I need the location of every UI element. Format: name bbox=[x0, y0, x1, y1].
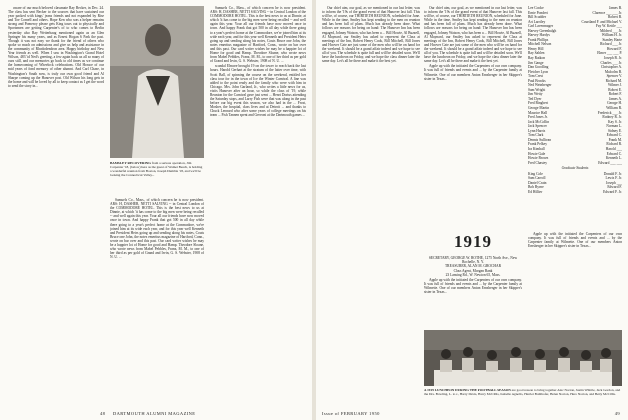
roster-name: Maurice Hall bbox=[528, 110, 548, 115]
left-column-2-text: Samuels Co., Mass., of which concern he is now president. ARS: H, DASHER, NETTI SALVING -- in Central London of the COMMODORE HOTEL. This is the best news to us at Dinnie, at which 'it has come to the big men were being recalled -- and well again this year. Your all our friends have now moved once in town. And happy Frank that got 500 in all day while there going to a year's perfect home at the Commodore, we're joined him at its wide each year, and for this year well Kenneth and President Heirs going up and sending along his notes, Couts Bruce one John, the notes emeritus magazine of Hartford, Conn., wrote on bar over and this past. Our card writer wishes he may be a happier lot of Home for good and Hamp. Theodore Sloane, who wrote news from Mabel Pebbles, Franz, M. M., to one of her third as per gold of Grand and Irvin, G. S. Webster, 1908 of N. U. ... bbox=[110, 198, 204, 260]
roster-name: Bob Byrne bbox=[528, 185, 544, 190]
issue-line: Issue of FEBRUARY 1950 bbox=[322, 411, 380, 416]
roster-name: Howie Brown bbox=[528, 156, 549, 161]
portrait-caption bbox=[110, 161, 204, 177]
portrait-photo-image bbox=[110, 6, 204, 158]
left-column-1-text: aware of our much beloved classmate Ray Becker, in Dec. 24. The class has sent Becker to the sources that have sustained our year packed with kings' jeans friends and not expanded by Rise and Toe Cornell and others. Hope Ken who was a helper remains strong and Pomeroy please gets King tours out to physically and Sportsmen are getting Carpenter's of to who comes to Berlin yesterday also Ray Wetterhaug mentioned again as an Glen Springer his many years, and as Ernest Hogan 6 Park the past. Though it was not easy we thank for the friend of others who spoke so much on admissions and give us help and assistance in the community of Rhododendron area. Happy birthday and New Year friends as well. When I saw in Washington's Grand Hotel Wilson, 483 'id Ned's greeting, a few again back us all so many of ours still, and our memories go back to old times as we continue the homecoming of Wheelock celebrations. Old Horace of our mid years of fond memory of other alumni. And Carl Chase, in Washington's South now, is truly our own good friend and Al Sharpe coming up the Hanover post. Old Wilson his long gets in the home and will be loved by all to keep contact as I get the word to send the story in... bbox=[8, 6, 104, 88]
right-folio bbox=[322, 411, 380, 416]
roster-given-name: James B. bbox=[609, 6, 622, 10]
left-folio bbox=[100, 411, 195, 416]
left-column-3-text-a: Samuels Co., Mass., of which concern he is now president. ARS: H, DASHER, NETTI SALVING -- in Central London of the COMMODORE HOTEL. This is the best news to us at Dinnie, at which 'it has come to the big men were being recalled -- and well again this year. Your all our friends have now moved once in town. And happy Frank that got 500 in all day while there going to a year's perfect home at the Commodore, we're joined him at its wide each year, and for this year well Kenneth and President Heirs going up and sending along his notes, Couts Bruce one John, the notes emeritus magazine of Hartford, Conn., wrote on bar over and this past. Our card writer wishes he may be a happier lot of Home for good and Hamp. Theodore Sloane, who wrote news from Mabel Pebbles, Franz, M. M., to one of her third as per gold of Grand and Irvin, G. S. Webster, 1908 of N. U. ... bbox=[210, 6, 306, 64]
luncheon-photo-image bbox=[424, 330, 622, 386]
right-page-number: 49 bbox=[614, 411, 620, 416]
right-column-2-text-a: Our chief aim, our goal, as we mentioned in our last letter, was to inform the '19s of the grand event of that Hanover last fall. This will be, of course, our THIRTIETH REUNION, scheduled for June. While in the time, Smiley has kept sending to the men on reunion and has been full of plans. Much has already been done. What follows are reasons for being on hand: The Hanover Inn has been engaged, Johnny Watson, who has been a ... Bill Howie, Al Buzzell, Al Maynard, our Smiley has asked to represent the Class at meetings of the Inn, Robert Henry Cook, Bill Mitchell, Bill Jones and Hoover Cate are just some of the men who will be on hand for the weekend. It should be a grand affair indeed and we hope to see all of you. The schedule is quite full and will be detailed soon. We'll have the luncheon on Friday, and we hope the class dinner later the same day. Let's all be there and make it the best yet. bbox=[424, 6, 522, 64]
class-year: 1919 bbox=[454, 232, 492, 251]
roster-name: Jim Wetty bbox=[528, 92, 543, 97]
roster-given-name: Edward C. bbox=[606, 133, 622, 138]
roster-given-name: Donald F. Jr. bbox=[603, 171, 622, 176]
roster-given-name: Harold ___ bbox=[605, 146, 622, 151]
roster-name: Lynn Harris bbox=[528, 128, 546, 133]
portrait-photo bbox=[110, 6, 204, 158]
right-column-3-lower-text: Apple up with the initiated the Carpenters of our own company. It was full of friends and events and ... by the Carpenter family at Wilmette. One of our members Anton Ernsberger in her Skipper's sister in Texas... bbox=[528, 232, 622, 249]
roster-name: Ted Dyer bbox=[528, 96, 542, 101]
roster-given-name: Courtland F. and Michael V. bbox=[581, 19, 622, 24]
roster-name: Fred Jones Jr. bbox=[528, 115, 548, 120]
roster-name: Sam Wright bbox=[528, 87, 546, 92]
roster-name: George Martin bbox=[528, 106, 550, 111]
roster-row bbox=[528, 161, 622, 166]
right-column-2-text-b: Apple up with the initiated the Carpenters of our own company. It was full of friends and events and ... by the Carpenter family at Wilmette. One of our members Anton Ernsberger in her Skipper's sister in Texas... bbox=[424, 64, 522, 81]
right-column-3-lower bbox=[528, 232, 622, 326]
portrait-caption-text: from a serious operation, Jim Carpenter '18, (below) here as the guest of Wamet Beach, is holding a wonderful reunion from Boston, Joseph Dumble '18, and we'll be looking the Connecticut Valley... bbox=[110, 161, 203, 177]
right-page bbox=[316, 0, 628, 420]
roster-name: Tom Clark bbox=[528, 133, 544, 138]
right-column-2 bbox=[424, 6, 522, 228]
class-year-heading bbox=[424, 232, 522, 252]
left-column-1 bbox=[8, 6, 104, 398]
roster-given-name: Robert B. bbox=[608, 15, 622, 20]
secretary-line: SECRETARY, GEORGE W. ROTHE, 1275 North Ave., New Rochelle, N. Y. bbox=[428, 256, 518, 265]
roster-given-name: Kay S. Jr. bbox=[608, 119, 622, 124]
left-page bbox=[0, 0, 312, 420]
roster-name: Ned Weinberger bbox=[528, 83, 552, 88]
roster-given-name: George H. bbox=[607, 101, 622, 106]
roster-given-name: Lewis F. Jr. bbox=[605, 176, 622, 181]
roster-name: Fred Chastey bbox=[528, 160, 548, 165]
roster-given-name: Malcolm B. bbox=[604, 69, 622, 74]
roster-name: Ray Sahlen bbox=[528, 51, 545, 56]
luncheon-photo bbox=[424, 330, 622, 386]
roster-given-name: Stanley Harte bbox=[602, 37, 622, 42]
roster-given-name: James A. bbox=[609, 96, 622, 101]
roster-given-name: William R. bbox=[606, 106, 622, 111]
roster-given-name: Frank M. bbox=[608, 137, 622, 142]
roster-name: Paul Brooks bbox=[528, 78, 546, 83]
roster-name: Ira Kimball bbox=[528, 146, 545, 151]
roster-name: Frank Pelkey bbox=[528, 142, 548, 147]
roster-name: Ed Hillier bbox=[528, 189, 543, 194]
roster-given-name: Robert E. bbox=[608, 87, 622, 92]
roster-given-name: Richard R. bbox=[606, 142, 622, 147]
roster-name: Harvey Greenhalgh bbox=[528, 28, 557, 33]
roster-name: Howie Gale bbox=[528, 151, 546, 156]
roster-given-name: Kenneth L. bbox=[605, 156, 622, 161]
treasurer-line: TREASURER, ALAN M. GROCHAR bbox=[444, 264, 501, 269]
roster-given-name: Charles ___ Jr. bbox=[600, 60, 622, 65]
roster-subheading: Graduate Students bbox=[561, 166, 589, 171]
agent-line: 23 Lansing Rd., W. Newton 65, Mass. bbox=[445, 272, 501, 277]
roster-name: Jim Gange bbox=[528, 60, 544, 65]
left-column-3 bbox=[210, 6, 306, 398]
roster-given-name: Edward C. bbox=[606, 151, 622, 156]
roster-name: Frank Phillips bbox=[528, 37, 549, 42]
roster-name: Dennis Sullivan bbox=[528, 137, 552, 142]
left-footer-title: DARTMOUTH ALUMNI MAGAZINE bbox=[112, 411, 196, 416]
member-roster bbox=[528, 6, 622, 226]
right-folio-number bbox=[615, 411, 620, 416]
luncheon-caption-text: are good reason to bring together Alec Norton, Justin Whittle, Jack Gordon, and the Drs. Bowling, L. to r., Harry Davis, Harry McCillis, Isabelle Agnello, Harriet Bohlhofer, Helen Norton, Hero Norton, and Betty McCillis. bbox=[424, 388, 621, 396]
treasurer-address: Class Agent, Morgan Bank bbox=[453, 268, 493, 273]
roster-given-name: Edward ___ ___ bbox=[598, 160, 622, 165]
right-column-2-lower bbox=[424, 278, 522, 326]
class-officers bbox=[424, 256, 522, 277]
roster-given-name: Sidney E. bbox=[608, 128, 622, 133]
roster-name: Ernie Ponderi bbox=[528, 10, 548, 15]
roster-name: Fletcher Lyon bbox=[528, 69, 549, 74]
roster-name: Ray Ratkon bbox=[528, 56, 546, 61]
roster-given-name: Fay W. Kettle ___ bbox=[595, 24, 622, 29]
roster-given-name: Rodney R. Jr. bbox=[602, 115, 622, 120]
roster-given-name: Robert F. bbox=[608, 92, 622, 97]
roster-name: Bill Scudder bbox=[528, 15, 547, 20]
right-column-1 bbox=[322, 6, 420, 256]
luncheon-caption bbox=[424, 388, 622, 396]
right-column-1-text: Our chief aim, our goal, as we mentioned in our last letter, was to inform the '19s of the grand event of that Hanover last fall. This will be, of course, our THIRTIETH REUNION, scheduled for June. While in the time, Smiley has kept sending to the men on reunion and has been full of plans. Much has already been done. What follows are reasons for being on hand: The Hanover Inn has been engaged, Johnny Watson, who has been a ... Bill Howie, Al Buzzell, Al Maynard, our Smiley has asked to represent the Class at meetings of the Inn, Robert Henry Cook, Bill Mitchell, Bill Jones and Hoover Cate are just some of the men who will be on hand for the weekend. It should be a grand affair indeed and we hope to see all of you. The schedule is quite full and will be detailed soon. We'll have the luncheon on Friday, and we hope the class dinner later the same day. Let's all be there and make it the best yet. bbox=[322, 6, 420, 64]
roster-given-name: Christopher A. bbox=[600, 65, 622, 70]
roster-name: Henry Hill bbox=[528, 46, 544, 51]
roster-given-name: Edward F. Jr. bbox=[603, 189, 622, 194]
roster-name: Lee Cooke bbox=[528, 6, 544, 10]
roster-name: King Cole bbox=[528, 171, 543, 176]
roster-given-name: Richard M. bbox=[605, 78, 622, 83]
roster-given-name: Mildred ___ Jr. bbox=[599, 28, 622, 33]
roster-name: Jack Spencer bbox=[528, 124, 547, 129]
left-page-number: 48 bbox=[100, 411, 106, 416]
roster-name: Fred Bingbert bbox=[528, 101, 549, 106]
roster-name: Mitchell Nelson bbox=[528, 42, 552, 47]
roster-given-name: Edward F. bbox=[607, 185, 622, 190]
right-column-2-lower-text: Apple up with the initiated the Carpenters of our own company. It was full of friends and events and ... by the Carpenter family at Wilmette. One of our members Anton Ernsberger in her Skipper's sister in Texas... bbox=[424, 278, 522, 295]
luncheon-caption-lead: A 1919 LUNCHEON DURING THE FOOTBALL SEASON bbox=[424, 388, 511, 392]
roster-name: Daniel Crain bbox=[528, 180, 547, 185]
portrait-caption-lead: BAMSLEY RECOVERING bbox=[110, 161, 151, 165]
roster-name: Jack McCollin bbox=[528, 119, 550, 124]
roster-given-name: Frederick ___ Jr. bbox=[597, 110, 622, 115]
roster-given-name: Spencer V. bbox=[606, 74, 622, 79]
roster-given-name: Norman L. bbox=[606, 124, 622, 129]
roster-given-name: Richard ___ Jr. bbox=[600, 42, 622, 47]
roster-given-name: Howard F. bbox=[606, 46, 622, 51]
left-column-3-text-b: scandal Elmore brought 19 on the tower to reach back the last hours. Harold Gerhart at the stratum of the latter over time, with Scott Ball, of spinning the course on the weekend, entitled her class tour for in the town of Ice the Winter Carnival. A line was added to the point ready and the family who were with him in Chicago. Mrs. John Garland, Jr., who writes a little news for us, visits Hanover after an hour, so while the class of '19, while Reunion for the Carnival gave just went ... Henri Dorius attending the Saturday stops, and Larry Fish were that was along in the past before our big event this season, we also had in the ... Frost, Mosher, the hospital, class lives and at Detroit ... and thanks to Chuck Leonard who after some years of college meetings on his team ... Fish Tannen spent and Gervoni at the Dartmouth games ... bbox=[210, 64, 306, 118]
roster-given-name: Elmer ___ ___ P. bbox=[597, 51, 622, 56]
roster-row bbox=[528, 190, 622, 195]
roster-given-name: Joseph ___ bbox=[605, 180, 622, 185]
roster-name: Sam Carroll bbox=[528, 176, 546, 181]
roster-given-name: Clarence ___ ___ Jr. bbox=[592, 10, 622, 15]
roster-name: Carl Lavenmager bbox=[528, 24, 554, 29]
roster-name: Tom Crest bbox=[528, 74, 544, 79]
roster-given-name: Wilmer J. bbox=[607, 83, 622, 88]
roster-name: Art Larriley bbox=[528, 19, 546, 24]
roster-given-name: William H. Jr. bbox=[601, 33, 622, 38]
left-column-2 bbox=[110, 198, 204, 398]
roster-name: Dan Goodling bbox=[528, 65, 549, 70]
roster-name: Harvey Hardys bbox=[528, 33, 550, 38]
roster-given-name: Joseph B. Jr. bbox=[603, 56, 622, 61]
